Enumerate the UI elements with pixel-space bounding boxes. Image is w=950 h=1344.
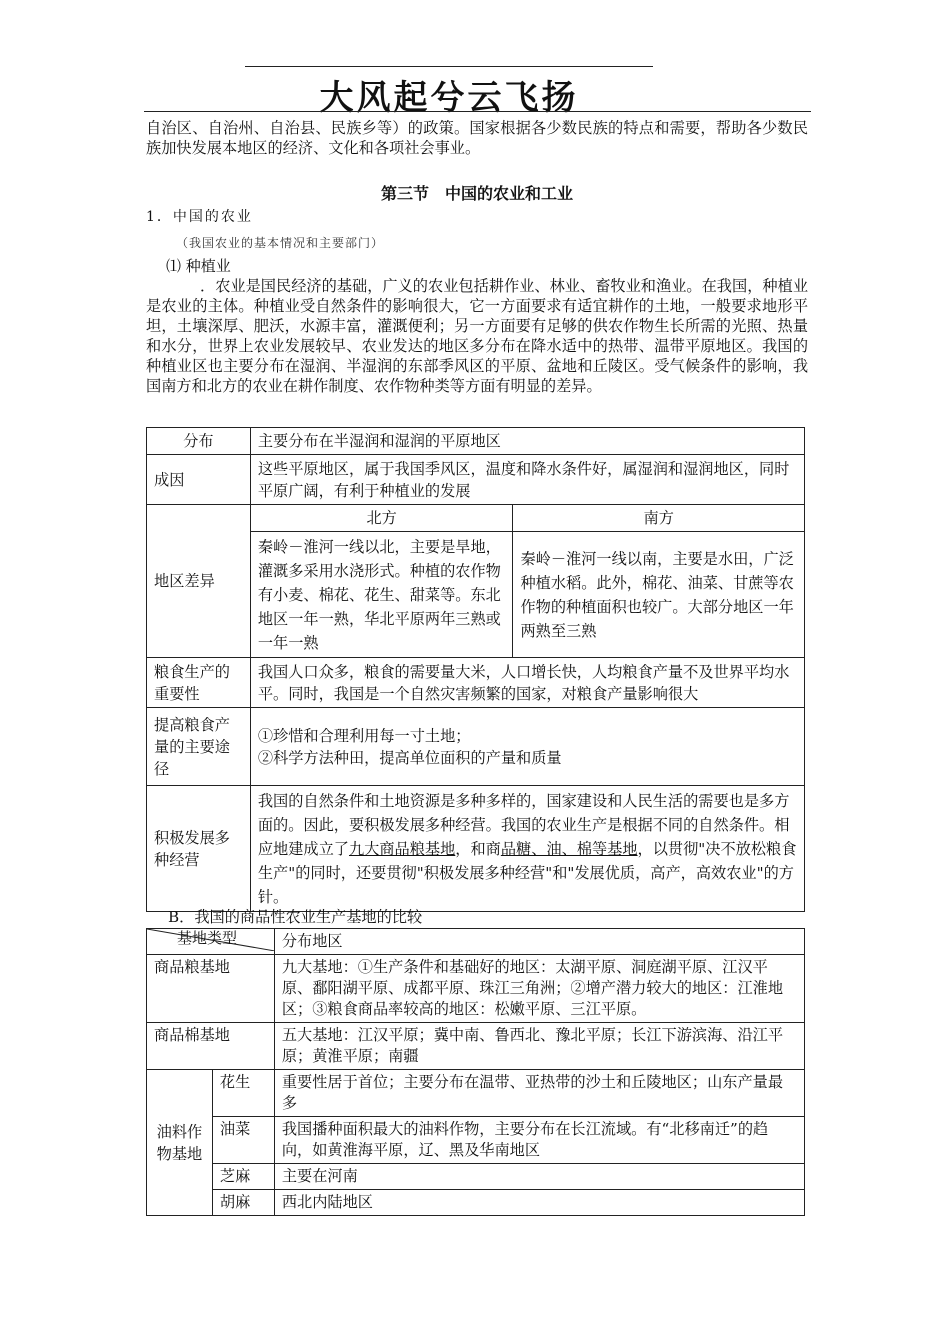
row-label-grain-base: 商品粮基地 xyxy=(147,955,275,1023)
improve-item-2: ②科学方法种田，提高单位面积的产量和质量 xyxy=(257,748,562,767)
cell-rapeseed: 我国播种面积最大的油料作物，主要分布在长江流域。有“北移南迁”的趋向，如黄淮海平原，辽、黑及华南地区 xyxy=(274,1117,804,1164)
header-region: 分布地区 xyxy=(274,929,804,955)
cash-crop-bases-text: 品糖、油、棉等基地 xyxy=(500,839,638,858)
row-label-grain-importance: 粮食生产的重要性 xyxy=(147,658,251,708)
row-label-flax: 胡麻 xyxy=(212,1190,274,1216)
subheading-agriculture: 1．中国的农业 xyxy=(146,209,253,225)
crop-farming-paragraph: ．农业是国民经济的基础，广义的农业包括耕作业、林业、畜牧业和渔业。在我国，种植业是农业的主体。种植业受自然条件的影响很大，它一方面要求有适宜耕作的土地，一般要求地形平坦，土壤深厚、肥沃，水源丰富，灌溉便利；另一方面要有足够的供农作物生长所需的光照、热量和水分，世界上农业发展较早、农业发达的地区多分布在降水适中的热带、温带平原地区。我国的种植业区也主要分布在湿润、半湿润的东部季风区的平原、盆地和丘陵区。受气候条件的影响，我国南方和北方的农业在耕作制度、农作物种类等方面有明显的差异。 xyxy=(146,277,808,395)
table-row xyxy=(147,428,805,455)
header-cell-base-type xyxy=(147,929,275,955)
header-rule-bottom xyxy=(144,111,811,112)
diversified-text-c: ，以贯彻"决不放松粮食生产"的同时，还要贯彻"积极发展多种经营"和"发展优质，高产，高效农业"的方针。 xyxy=(257,839,797,906)
row-label-cause: 成因 xyxy=(147,455,251,505)
row-label-cotton-base: 商品棉基地 xyxy=(147,1023,275,1070)
table2-caption: B．我国的商品性农业生产基地的比较 xyxy=(168,908,423,926)
improve-item-1: ①珍惜和合理利用每一寸土地； xyxy=(257,726,471,745)
cell-diversified xyxy=(250,786,804,912)
cell-south: 秦岭－淮河一线以南，主要是水田，广泛种植水稻。此外，棉花、油菜、甘蔗等农作物的种植面积也较广。大部分地区一年两熟至三熟 xyxy=(513,532,805,658)
table-row xyxy=(147,1190,805,1216)
cell-distribution: 主要分布在半湿润和湿润的平原地区 xyxy=(250,428,804,455)
table-row xyxy=(147,505,805,532)
cell-grain-importance: 我国人口众多，粮食的需要量大米，人口增长快，人均粮食产量不及世界平均水平。同时，我国是一个自然灾害频繁的国家，对粮食产量影响很大 xyxy=(250,658,804,708)
cell-cotton-base: 五大基地：江汉平原；冀中南、鲁西北、豫北平原；长江下游滨海、沿江平原；黄淮平原；南疆 xyxy=(274,1023,804,1070)
cell-flax: 西北内陆地区 xyxy=(274,1190,804,1216)
grain-bases-link-text: 九大商品粮基地 xyxy=(348,839,456,858)
subheading-overview: （我国农业的基本情况和主要部门） xyxy=(176,236,385,250)
cell-peanut: 重要性居于首位；主要分布在温带、亚热带的沙土和丘陵地区；山东产量最多 xyxy=(274,1070,804,1117)
table-row xyxy=(147,1117,805,1164)
table-row xyxy=(147,1023,805,1070)
crop-farming-table xyxy=(146,427,805,912)
table-row xyxy=(147,929,805,955)
cell-grain-base: 九大基地：①生产条件和基础好的地区：太湖平原、洞庭湖平原、江汉平原、鄱阳湖平原、成都平原、珠江三角洲；②增产潜力较大的地区：江淮地区；③粮食商品率较高的地区：松嫩平原、三江平原。 xyxy=(274,955,804,1023)
table-row xyxy=(147,1164,805,1190)
cell-north: 秦岭－淮河一线以北，主要是旱地，灌溉多采用水浇形式。种植的农作物有小麦、棉花、花生、甜菜等。东北地区一年一熟，华北平原两年三熟或一年一熟 xyxy=(250,532,513,658)
column-header-south: 南方 xyxy=(513,505,805,532)
row-label-improve-output: 提高粮食产量的主要途径 xyxy=(147,708,251,786)
row-label-peanut: 花生 xyxy=(212,1070,274,1117)
table-row xyxy=(147,455,805,505)
header-rule-top xyxy=(245,66,653,67)
cell-cause: 这些平原地区，属于我国季风区，温度和降水条件好，属湿润和湿润地区，同时平原广阔，有利于种植业的发展 xyxy=(250,455,804,505)
header-base-type: 基地类型 xyxy=(177,929,238,947)
cell-improve-output xyxy=(250,708,804,786)
table-row xyxy=(147,786,805,912)
subheading-crop-farming: ⑴ 种植业 xyxy=(166,257,231,275)
commodity-base-table xyxy=(146,928,805,1216)
intro-paragraph: 自治区、自治州、自治县、民族乡等）的政策。国家根据各少数民族的特点和需要，帮助各少数民族加快发展本地区的经济、文化和各项社会事业。 xyxy=(146,119,808,157)
row-label-oil-base: 油料作物基地 xyxy=(147,1070,213,1216)
table-row xyxy=(147,1070,805,1117)
diversified-text-b: ，和商 xyxy=(455,839,501,858)
header-title: 大风起兮云飞扬 xyxy=(319,78,579,118)
table-row xyxy=(147,708,805,786)
row-label-distribution: 分布 xyxy=(147,428,251,455)
row-label-diversified: 积极发展多种经营 xyxy=(147,786,251,912)
cell-sesame: 主要在河南 xyxy=(274,1164,804,1190)
row-label-sesame: 芝麻 xyxy=(212,1164,274,1190)
table-row xyxy=(147,658,805,708)
row-label-rapeseed: 油菜 xyxy=(212,1117,274,1164)
column-header-north: 北方 xyxy=(250,505,513,532)
diversified-text-a: 我国的自然条件和土地资源是多种多样的，国家建设和人民生活的需要也是多方面的。因此，要积极发展多种经营。我国的农业生产是根据不同的自然条件。相应地建成立了 xyxy=(257,791,790,858)
row-label-regional-difference: 地区差异 xyxy=(147,505,251,658)
table-row xyxy=(147,955,805,1023)
section-title: 第三节 中国的农业和工业 xyxy=(380,184,573,203)
